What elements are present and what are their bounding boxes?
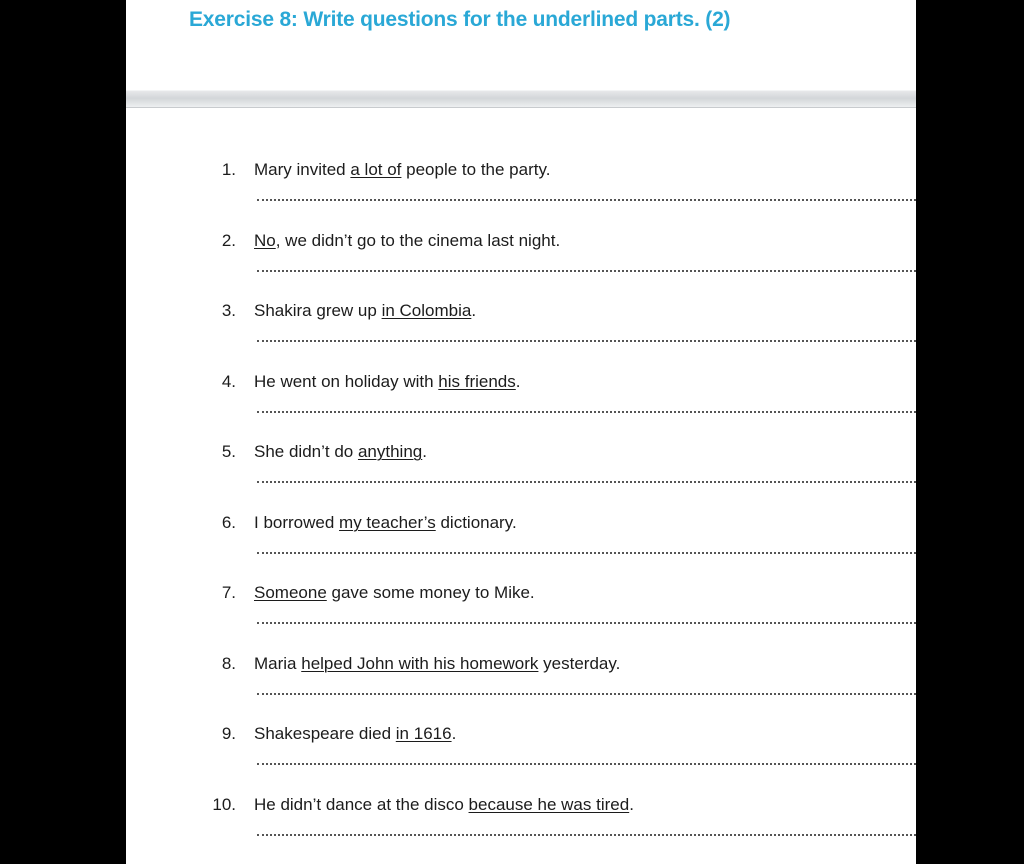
underlined-part: his friends — [438, 372, 516, 391]
question-number: 2. — [221, 231, 236, 250]
underlined-part: helped John with his homework — [301, 654, 539, 673]
question-number: 5. — [221, 442, 236, 461]
question-number: 10. — [212, 795, 236, 814]
question-number: 7. — [221, 583, 236, 602]
answer-line[interactable] — [257, 481, 916, 483]
sentence-text: . — [451, 724, 457, 743]
question-item — [126, 442, 916, 512]
underlined-part: my teacher’s — [339, 513, 436, 532]
answer-line[interactable] — [257, 763, 916, 765]
sentence-text: gave some money to Mike. — [326, 583, 535, 602]
worksheet-page — [126, 0, 916, 864]
underlined-part: a lot of — [350, 160, 402, 179]
sentence-text: I borrowed — [254, 513, 340, 532]
question-sentence — [254, 372, 521, 392]
question-sentence — [254, 724, 456, 744]
sentence-text: . — [629, 795, 634, 814]
sentence-text: . — [515, 372, 521, 391]
question-number: 9. — [221, 724, 236, 743]
answer-line[interactable] — [257, 411, 916, 413]
underlined-part: No — [254, 231, 276, 250]
question-item — [126, 301, 916, 371]
question-sentence — [254, 231, 560, 251]
underlined-part: in 1616 — [395, 724, 452, 743]
sentence-text: yesterday. — [538, 654, 621, 673]
exercise-title: Exercise 8: Write questions for the underlined parts. (2) — [189, 8, 731, 31]
question-item — [126, 231, 916, 301]
sentence-text: people to the party. — [401, 160, 551, 179]
question-number: 6. — [221, 513, 236, 532]
question-item — [126, 583, 916, 653]
question-number: 3. — [221, 301, 236, 320]
question-item — [126, 372, 916, 442]
question-item — [126, 654, 916, 724]
question-item — [126, 795, 916, 864]
sentence-text: dictionary. — [435, 513, 517, 532]
answer-line[interactable] — [257, 834, 916, 836]
sentence-text: Mary invited — [254, 160, 351, 179]
answer-line[interactable] — [257, 270, 916, 272]
question-sentence — [254, 654, 620, 674]
underlined-part: Someone — [254, 583, 327, 602]
question-sentence — [254, 160, 550, 180]
question-sentence — [254, 301, 476, 321]
question-sentence — [254, 583, 535, 603]
question-sentence — [254, 442, 427, 462]
question-number: 1. — [221, 160, 236, 179]
sentence-text: . — [471, 301, 477, 320]
answer-line[interactable] — [257, 340, 916, 342]
sentence-text: Shakespeare died — [254, 724, 396, 743]
sentence-text: Shakira grew up — [254, 301, 382, 320]
question-sentence — [254, 513, 517, 533]
sentence-text: He went on holiday with — [254, 372, 439, 391]
question-number: 4. — [221, 372, 236, 391]
answer-line[interactable] — [257, 552, 916, 554]
answer-line[interactable] — [257, 622, 916, 624]
question-item — [126, 513, 916, 583]
question-item — [126, 724, 916, 794]
answer-line[interactable] — [257, 693, 916, 695]
underlined-part: anything — [357, 442, 423, 461]
sentence-text: He didn’t dance at the disco — [254, 795, 469, 814]
question-item — [126, 160, 916, 230]
underlined-part: because he was tired — [468, 795, 630, 814]
question-number: 8. — [221, 654, 236, 673]
header-divider — [126, 90, 916, 108]
sentence-text: . — [422, 442, 427, 461]
question-sentence — [254, 795, 634, 815]
answer-line[interactable] — [257, 199, 916, 201]
sentence-text: , we didn’t go to the cinema last night. — [275, 231, 561, 250]
sentence-text: Maria — [254, 654, 302, 673]
sentence-text: She didn’t do — [254, 442, 358, 461]
underlined-part: in Colombia — [381, 301, 472, 320]
